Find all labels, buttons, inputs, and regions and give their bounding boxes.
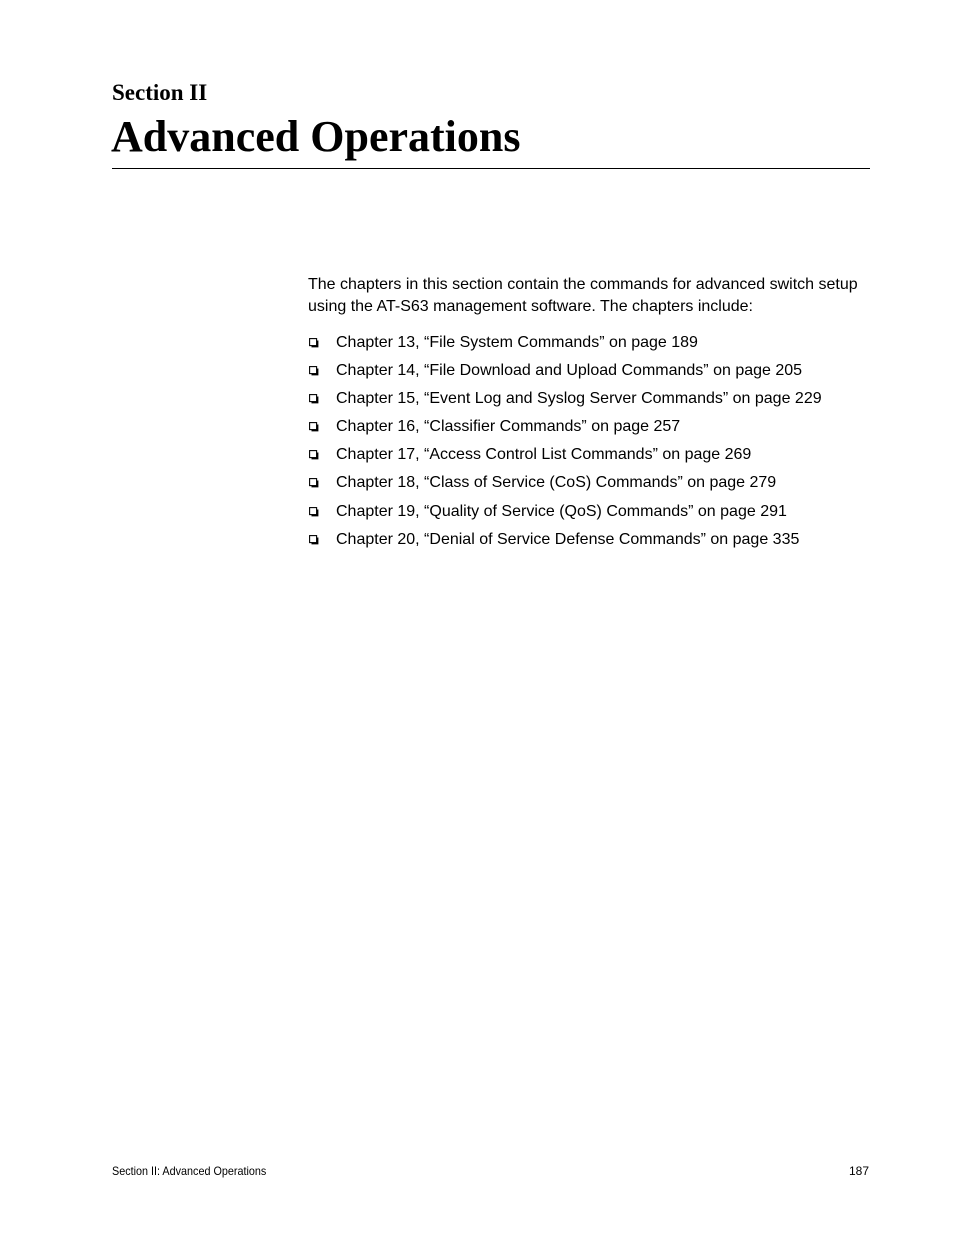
chapter-link[interactable]: Chapter 18, “Class of Service (CoS) Commands” on page 279 [336, 474, 777, 492]
chapter-list-item [308, 416, 878, 444]
chapter-link[interactable]: Chapter 14, “File Download and Upload Commands” on page 205 [336, 362, 803, 380]
page-title: Advanced Operations [111, 112, 521, 161]
chapter-link[interactable]: Chapter 17, “Access Control List Commands” on page 269 [336, 446, 752, 464]
footer-page-number: 187 [848, 1164, 869, 1178]
box-bullet-icon [309, 366, 319, 376]
chapter-list-item [308, 360, 878, 388]
chapter-link[interactable]: Chapter 13, “File System Commands” on page 189 [336, 334, 698, 351]
chapter-link[interactable]: Chapter 19, “Quality of Service (QoS) Commands” on page 291 [336, 502, 787, 520]
box-bullet-icon [309, 338, 319, 348]
box-bullet-icon [309, 422, 319, 432]
box-bullet-icon [309, 450, 319, 460]
chapter-link[interactable]: Chapter 16, “Classifier Commands” on page 257 [336, 418, 681, 436]
intro-paragraph: The chapters in this section contain the commands for advanced switch setup using the AT-S63 management software. The chapters include: [308, 276, 858, 315]
box-bullet-icon [309, 394, 319, 404]
chapter-link[interactable]: Chapter 20, “Denial of Service Defense Commands” on page 335 [336, 530, 800, 548]
chapter-list-item [308, 388, 878, 416]
box-bullet-icon [309, 478, 319, 488]
chapter-list [308, 332, 878, 557]
chapter-list-item [308, 501, 878, 529]
chapter-link[interactable]: Chapter 15, “Event Log and Syslog Server Commands” on page 229 [336, 390, 822, 408]
chapter-list-item [308, 529, 878, 557]
title-divider [112, 168, 870, 169]
section-label: Section II [112, 80, 208, 105]
chapter-list-item [308, 332, 878, 360]
footer-section-title: Section II: Advanced Operations [112, 1164, 267, 1178]
chapter-list-item [308, 472, 878, 500]
chapter-list-item [308, 444, 878, 472]
box-bullet-icon [309, 535, 319, 545]
box-bullet-icon [309, 507, 319, 517]
